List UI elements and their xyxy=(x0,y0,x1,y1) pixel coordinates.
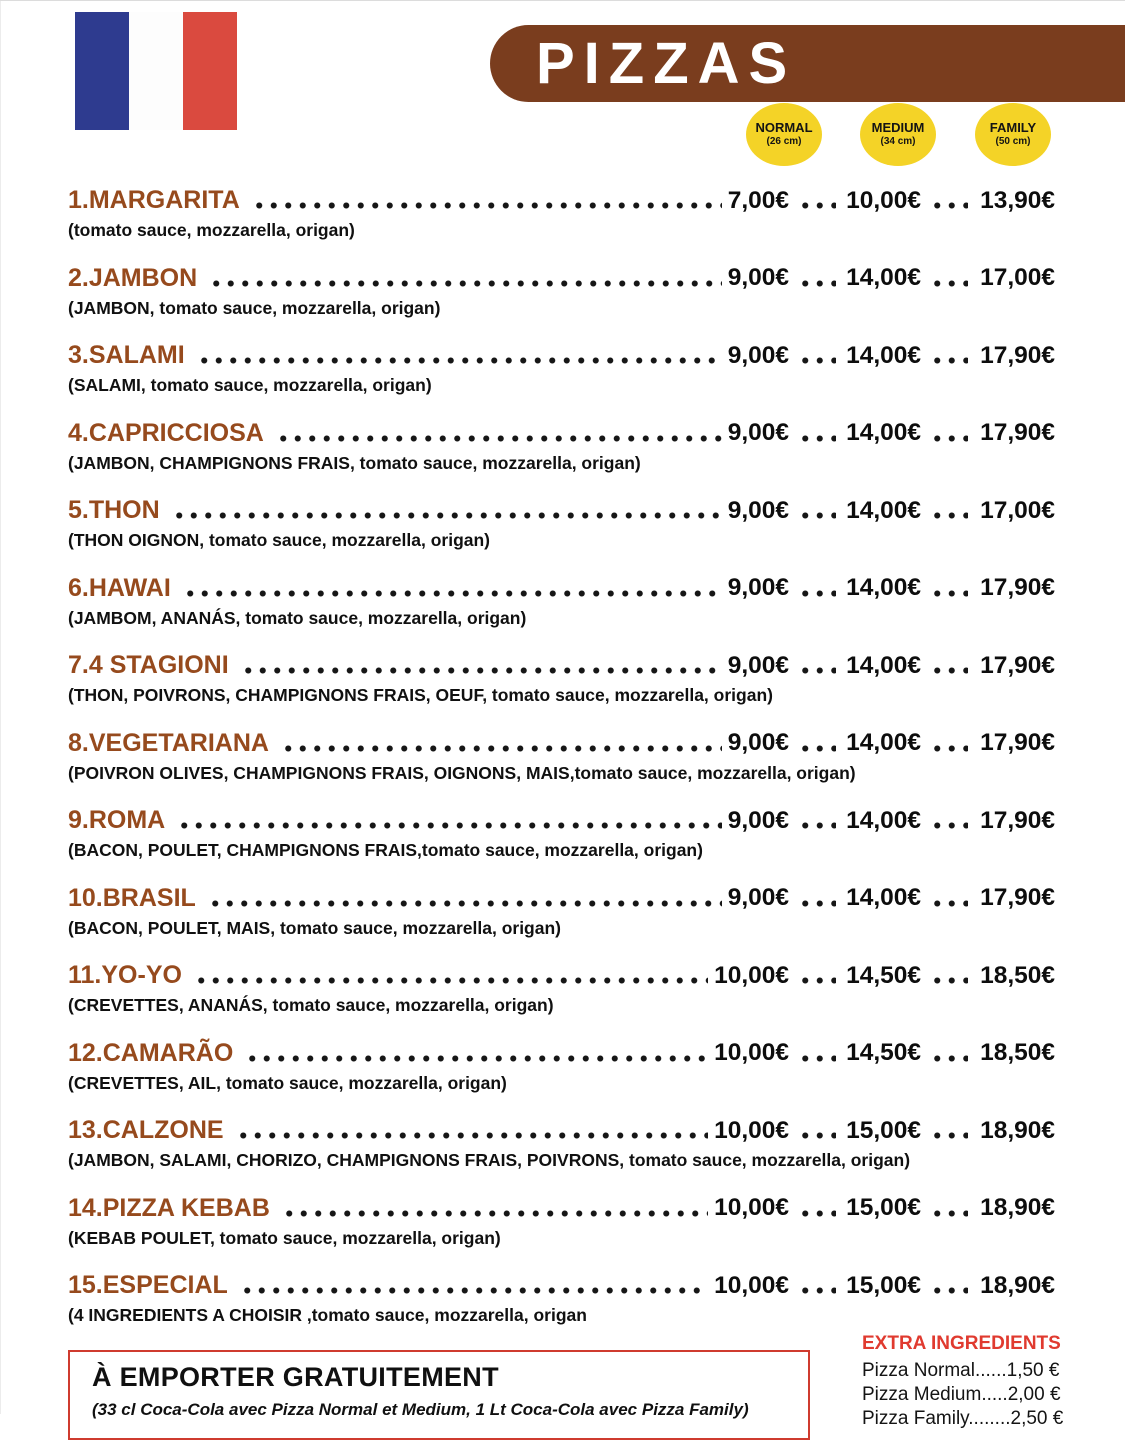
item-ingredients: (CREVETTES, AIL, tomato sauce, mozzarella, origan) xyxy=(68,1072,507,1093)
menu-item xyxy=(68,573,1055,628)
pizzas-banner xyxy=(490,25,1125,102)
size-dimension: (50 cm) xyxy=(995,136,1031,148)
takeaway-note: (33 cl Coca-Cola avec Pizza Normal et Medium, 1 Lt Coca-Cola avec Pizza Family) xyxy=(92,1400,749,1419)
price-separator-dots xyxy=(928,590,968,597)
price-normal: 7,00€ xyxy=(727,186,789,214)
menu-item-line xyxy=(68,728,1055,757)
menu-item xyxy=(68,188,1055,240)
extra-ingredients-block xyxy=(862,1333,1082,1430)
extra-ingredients-line: Pizza Normal......1,50 € xyxy=(862,1360,1060,1381)
item-name: 13.CALZONE xyxy=(68,1116,224,1144)
menu-item xyxy=(68,963,1055,1015)
price-medium: 14,00€ xyxy=(846,729,921,756)
page-title: PIZZAS xyxy=(536,30,797,96)
menu-item xyxy=(68,808,1055,860)
price-separator-dots xyxy=(796,1210,836,1217)
item-name: 9.ROMA xyxy=(68,806,166,834)
price-medium: 14,00€ xyxy=(846,496,921,524)
price-medium: 14,50€ xyxy=(846,1039,921,1066)
item-name: 7.4 STAGIONI xyxy=(68,651,229,679)
price-separator-dots xyxy=(928,280,968,287)
item-ingredients: (JAMBOM, ANANÁS, tomato sauce, mozzarella, origan) xyxy=(68,607,527,628)
size-dimension: (34 cm) xyxy=(880,136,916,148)
item-name: 10.BRASIL xyxy=(68,883,196,912)
price-medium: 15,00€ xyxy=(846,1116,921,1144)
dot-leader xyxy=(192,977,708,984)
menu-item xyxy=(68,263,1055,318)
dot-leader xyxy=(274,435,722,442)
menu-item xyxy=(68,498,1055,550)
menu-item xyxy=(68,728,1055,783)
price-family: 18,90€ xyxy=(980,1116,1055,1144)
price-family: 17,90€ xyxy=(980,806,1055,834)
flag-blue-stripe xyxy=(75,12,129,130)
item-name: 12.CAMARÃO xyxy=(68,1038,234,1067)
extra-ingredients-line: Pizza Medium.....2,00 € xyxy=(862,1383,1061,1405)
price-normal: 9,00€ xyxy=(727,419,789,446)
item-ingredients: (tomato sauce, mozzarella, origan) xyxy=(68,220,355,240)
item-name: 5.THON xyxy=(68,496,160,524)
menu-item xyxy=(68,1193,1055,1248)
menu-item xyxy=(68,1273,1055,1325)
price-medium: 14,00€ xyxy=(846,651,921,679)
price-normal: 10,00€ xyxy=(714,961,789,989)
item-name: 14.PIZZA KEBAB xyxy=(68,1193,270,1222)
menu-item-line xyxy=(68,188,1055,213)
menu-item-line xyxy=(68,1273,1055,1298)
dot-leader xyxy=(243,1055,708,1062)
price-normal: 9,00€ xyxy=(727,806,789,834)
price-normal: 10,00€ xyxy=(714,1194,789,1221)
price-separator-dots xyxy=(796,1132,836,1139)
item-name: 2.JAMBON xyxy=(68,263,198,292)
size-name: FAMILY xyxy=(989,120,1037,136)
price-separator-dots xyxy=(796,977,836,984)
price-medium: 10,00€ xyxy=(846,186,921,214)
price-separator-dots xyxy=(796,667,836,674)
price-medium: 14,00€ xyxy=(846,806,921,834)
price-family: 17,90€ xyxy=(980,729,1055,756)
price-normal: 9,00€ xyxy=(727,729,789,756)
price-separator-dots xyxy=(796,900,836,907)
price-separator-dots xyxy=(928,357,968,364)
price-separator-dots xyxy=(928,667,968,674)
price-separator-dots xyxy=(796,512,836,519)
price-separator-dots xyxy=(928,822,968,829)
menu-item-line xyxy=(68,883,1055,912)
price-family: 17,90€ xyxy=(980,341,1055,369)
menu-item xyxy=(68,1038,1055,1093)
price-normal: 9,00€ xyxy=(727,341,789,369)
size-badge-medium xyxy=(860,103,936,166)
price-normal: 9,00€ xyxy=(727,264,789,291)
dot-leader xyxy=(238,1287,708,1294)
item-name: 8.VEGETARIANA xyxy=(68,728,269,757)
price-separator-dots xyxy=(796,280,836,287)
item-name: 4.CAPRICCIOSA xyxy=(68,418,264,447)
item-ingredients: (SALAMI, tomato sauce, mozzarella, origan) xyxy=(68,375,432,395)
price-normal: 9,00€ xyxy=(727,496,789,524)
menu-list xyxy=(68,188,1055,1351)
menu-item-line xyxy=(68,498,1055,523)
price-medium: 14,50€ xyxy=(846,961,921,989)
price-family: 18,90€ xyxy=(980,1271,1055,1299)
menu-item-line xyxy=(68,653,1055,678)
item-ingredients: (JAMBON, SALAMI, CHORIZO, CHAMPIGNONS FRAIS, POIVRONS, tomato sauce, mozzarella, origan) xyxy=(68,1150,911,1170)
takeaway-title: À EMPORTER GRATUITEMENT xyxy=(92,1362,499,1392)
item-ingredients: (CREVETTES, ANANÁS, tomato sauce, mozzarella, origan) xyxy=(68,995,554,1015)
dot-leader xyxy=(181,590,722,597)
price-separator-dots xyxy=(796,745,836,752)
price-medium: 15,00€ xyxy=(846,1194,921,1221)
price-family: 17,00€ xyxy=(980,496,1055,524)
price-normal: 10,00€ xyxy=(714,1271,789,1299)
price-separator-dots xyxy=(796,822,836,829)
menu-item-line xyxy=(68,963,1055,988)
price-medium: 14,00€ xyxy=(846,341,921,369)
menu-item-line xyxy=(68,418,1055,447)
price-medium: 14,00€ xyxy=(846,264,921,291)
price-separator-dots xyxy=(928,435,968,442)
price-separator-dots xyxy=(928,977,968,984)
dot-leader xyxy=(206,900,722,907)
price-normal: 9,00€ xyxy=(727,651,789,679)
price-separator-dots xyxy=(928,512,968,519)
price-normal: 10,00€ xyxy=(714,1116,789,1144)
price-family: 17,00€ xyxy=(980,264,1055,291)
dot-leader xyxy=(279,745,722,752)
price-family: 17,90€ xyxy=(980,651,1055,679)
dot-leader xyxy=(280,1210,708,1217)
item-name: 1.MARGARITA xyxy=(68,186,240,214)
price-family: 18,50€ xyxy=(980,961,1055,989)
price-separator-dots xyxy=(796,202,836,209)
item-ingredients: (THON OIGNON, tomato sauce, mozzarella, origan) xyxy=(68,530,491,550)
size-badge-family xyxy=(975,103,1051,166)
france-flag xyxy=(75,12,237,130)
size-badge-normal xyxy=(746,103,822,166)
price-normal: 9,00€ xyxy=(727,884,789,911)
flag-white-stripe xyxy=(129,12,183,130)
price-separator-dots xyxy=(796,1287,836,1294)
extra-ingredients-title: EXTRA INGREDIENTS xyxy=(862,1333,1061,1354)
menu-item xyxy=(68,343,1055,395)
dot-leader xyxy=(207,280,722,287)
price-family: 18,50€ xyxy=(980,1039,1055,1066)
price-normal: 10,00€ xyxy=(714,1039,789,1066)
menu-item xyxy=(68,418,1055,473)
size-name: MEDIUM xyxy=(871,120,925,136)
item-ingredients: (4 INGREDIENTS A CHOISIR ,tomato sauce, mozzarella, origan xyxy=(68,1305,587,1325)
item-name: 3.SALAMI xyxy=(68,341,185,369)
price-medium: 14,00€ xyxy=(846,574,921,601)
menu-item xyxy=(68,1118,1055,1170)
price-normal: 9,00€ xyxy=(727,574,789,601)
menu-item-line xyxy=(68,808,1055,833)
dot-leader xyxy=(175,822,721,829)
item-ingredients: (POIVRON OLIVES, CHAMPIGNONS FRAIS, OIGNONS, MAIS,tomato sauce, mozzarella, origan) xyxy=(68,762,856,783)
price-separator-dots xyxy=(928,1055,968,1062)
item-ingredients: (BACON, POULET, MAIS, tomato sauce, mozzarella, origan) xyxy=(68,917,561,938)
item-name: 6.HAWAI xyxy=(68,573,171,602)
price-separator-dots xyxy=(796,357,836,364)
item-ingredients: (BACON, POULET, CHAMPIGNONS FRAIS,tomato sauce, mozzarella, origan) xyxy=(68,840,703,860)
size-dimension: (26 cm) xyxy=(766,136,802,148)
menu-item-line xyxy=(68,1038,1055,1067)
dot-leader xyxy=(234,1132,708,1139)
item-ingredients: (THON, POIVRONS, CHAMPIGNONS FRAIS, OEUF, tomato sauce, mozzarella, origan) xyxy=(68,685,773,705)
extra-ingredients-line: Pizza Family........2,50 € xyxy=(862,1407,1064,1429)
price-separator-dots xyxy=(928,1132,968,1139)
price-family: 17,90€ xyxy=(980,574,1055,601)
price-family: 18,90€ xyxy=(980,1194,1055,1221)
price-family: 17,90€ xyxy=(980,419,1055,446)
takeaway-offer-box xyxy=(68,1350,810,1440)
price-separator-dots xyxy=(928,1210,968,1217)
price-separator-dots xyxy=(928,202,968,209)
item-ingredients: (KEBAB POULET, tomato sauce, mozzarella, origan) xyxy=(68,1227,501,1248)
menu-item-line xyxy=(68,343,1055,368)
dot-leader xyxy=(170,512,722,519)
price-separator-dots xyxy=(928,900,968,907)
item-ingredients: (JAMBON, tomato sauce, mozzarella, origan) xyxy=(68,297,441,318)
price-family: 13,90€ xyxy=(980,186,1055,214)
size-name: NORMAL xyxy=(755,120,813,136)
price-separator-dots xyxy=(928,1287,968,1294)
menu-item xyxy=(68,883,1055,938)
menu-item-line xyxy=(68,1193,1055,1222)
price-medium: 14,00€ xyxy=(846,419,921,446)
price-separator-dots xyxy=(796,1055,836,1062)
item-name: 11.YO-YO xyxy=(68,961,182,989)
dot-leader xyxy=(239,667,722,674)
menu-item-line xyxy=(68,573,1055,602)
price-medium: 15,00€ xyxy=(846,1271,921,1299)
menu-item-line xyxy=(68,1118,1055,1143)
price-separator-dots xyxy=(796,435,836,442)
menu-item xyxy=(68,653,1055,705)
price-family: 17,90€ xyxy=(980,884,1055,911)
flag-red-stripe xyxy=(183,12,237,130)
dot-leader xyxy=(195,357,722,364)
price-separator-dots xyxy=(796,590,836,597)
item-ingredients: (JAMBON, CHAMPIGNONS FRAIS, tomato sauce, mozzarella, origan) xyxy=(68,452,641,473)
dot-leader xyxy=(250,202,722,209)
menu-item-line xyxy=(68,263,1055,292)
item-name: 15.ESPECIAL xyxy=(68,1271,228,1299)
price-separator-dots xyxy=(928,745,968,752)
price-medium: 14,00€ xyxy=(846,884,921,911)
